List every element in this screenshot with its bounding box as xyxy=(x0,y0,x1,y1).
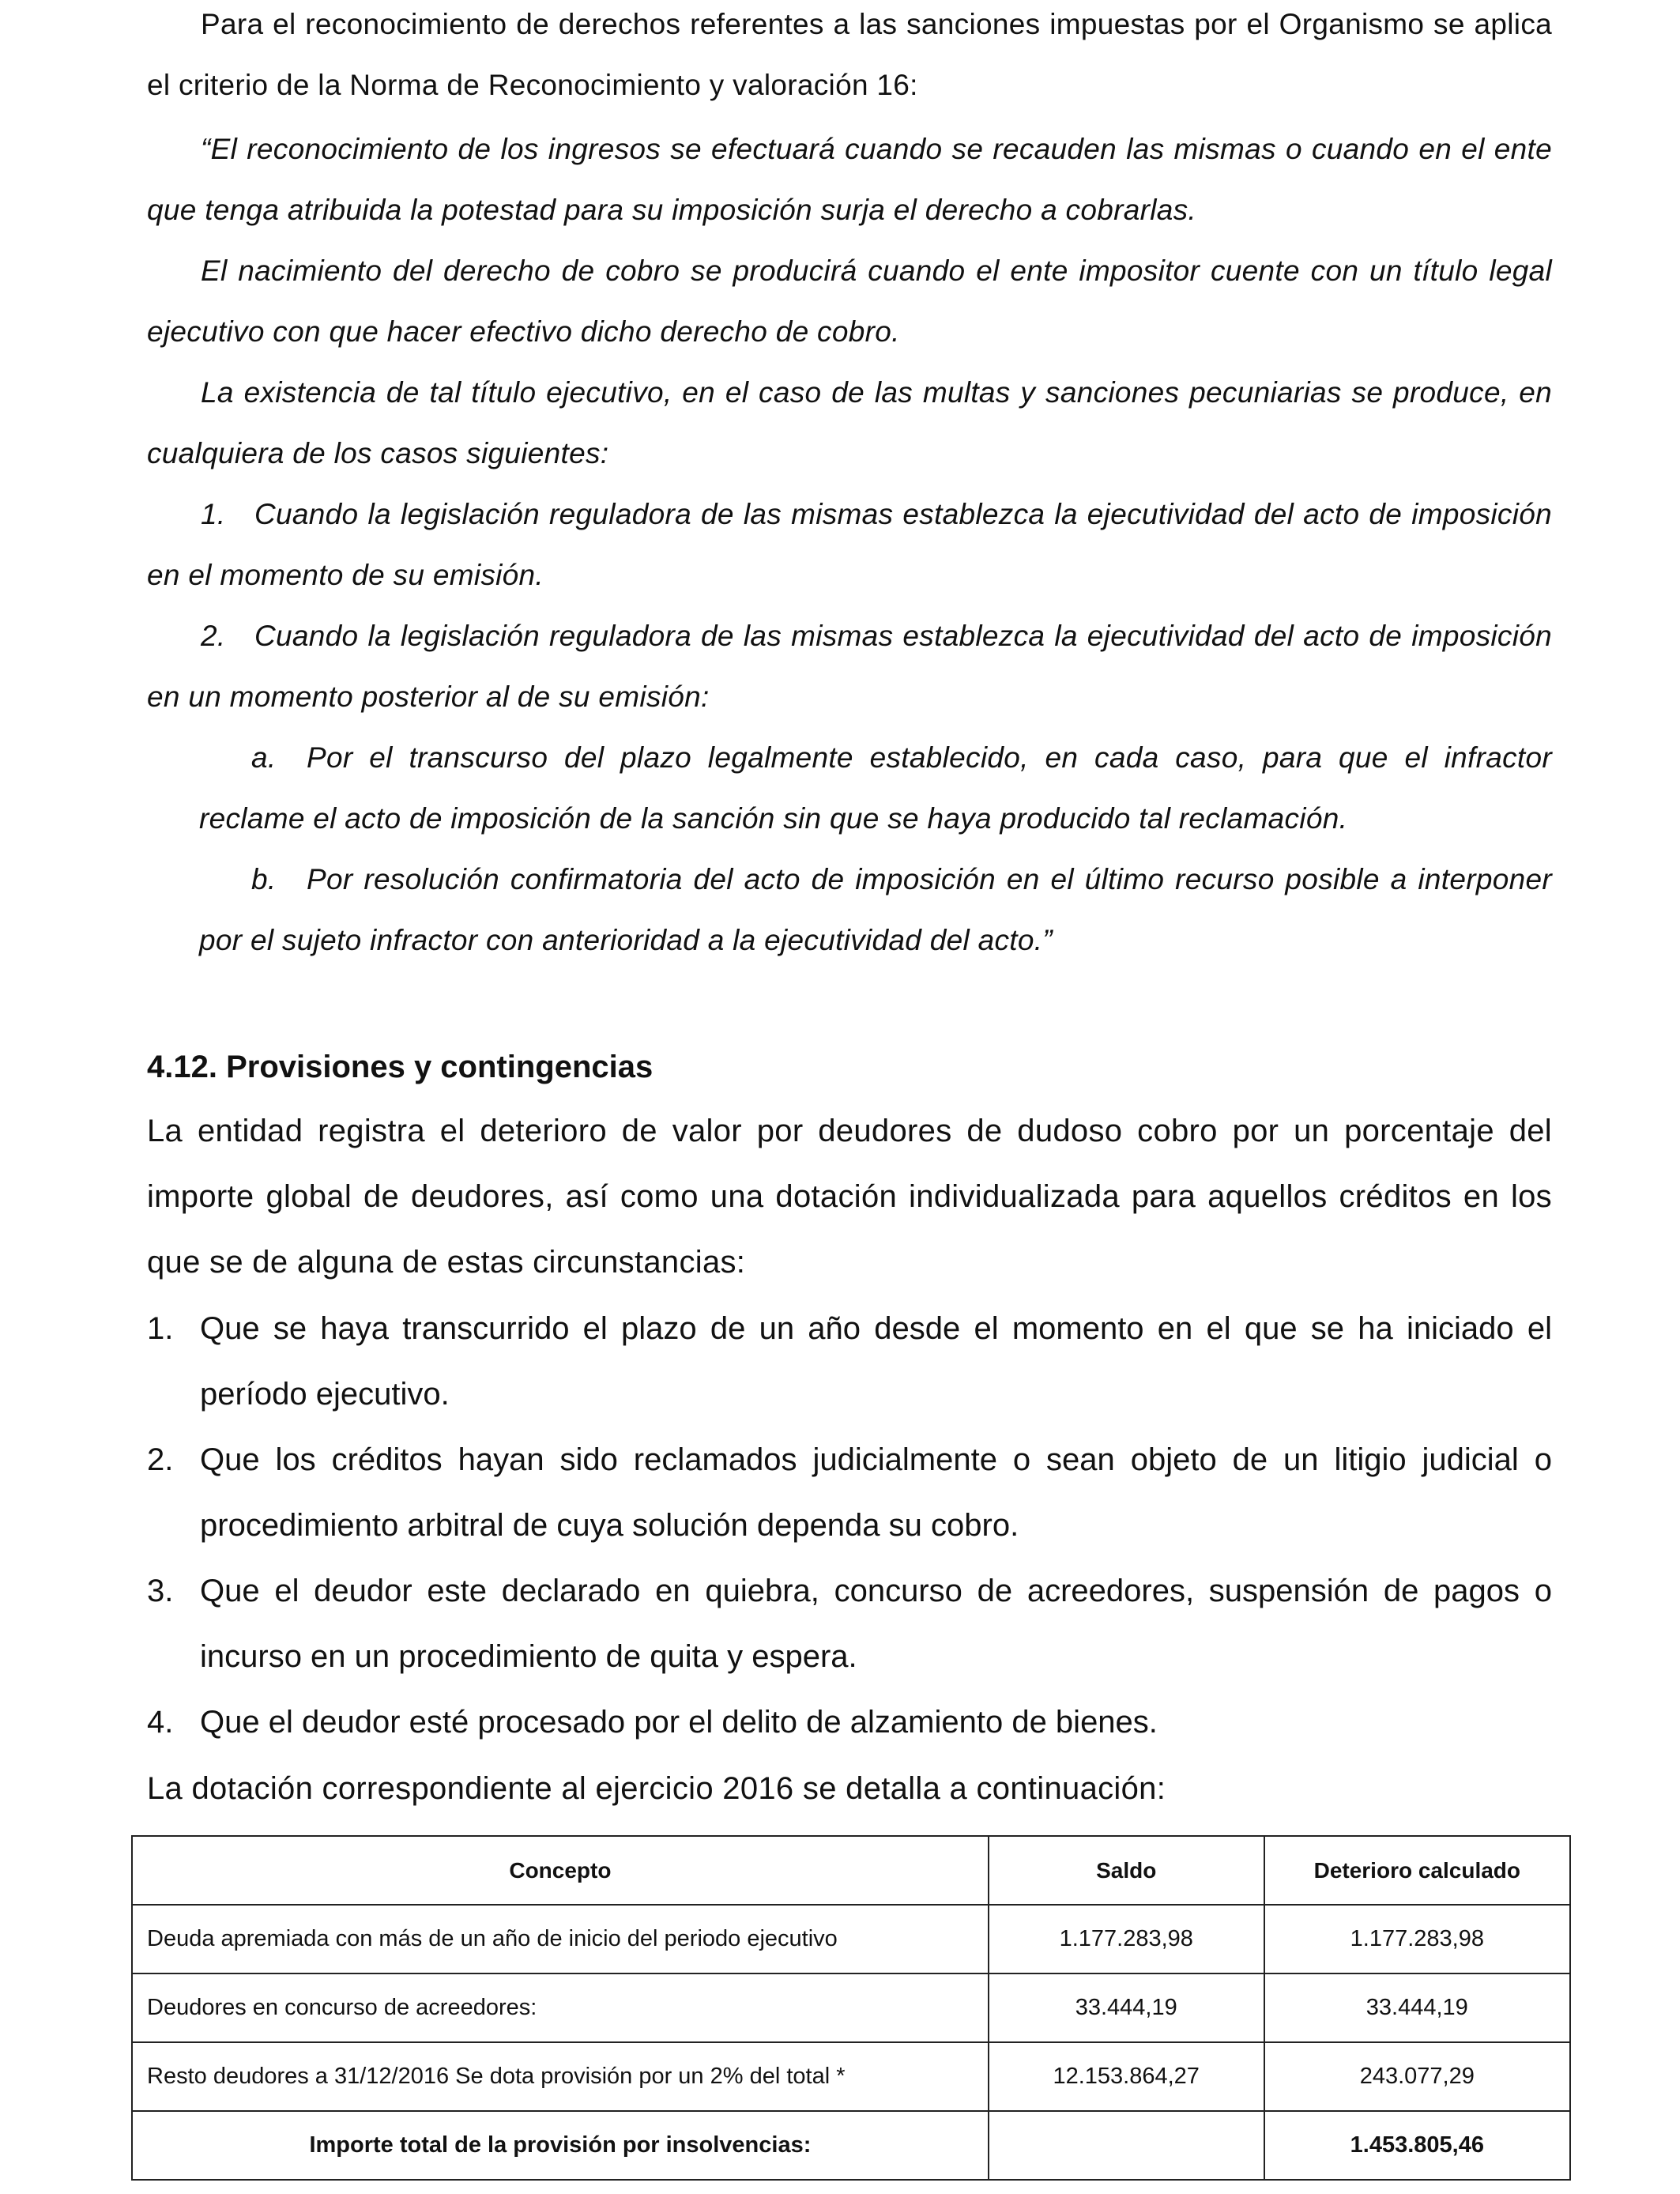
table-row xyxy=(132,1973,1570,2042)
quote-paragraph-3: La existencia de tal título ejecutivo, en el caso de las multas y sanciones pecuniarias se produce, en cualquiera de los casos siguientes: xyxy=(147,376,1552,469)
sub-case-b xyxy=(199,849,1552,971)
case-2-text: Cuando la legislación reguladora de las mismas establezca la ejecutividad del acto de imposición en un momento posterior al de su emisión: xyxy=(147,620,1552,713)
case-1-number: 1. xyxy=(201,498,226,530)
table-cell-concepto: Deudores en concurso de acreedores: xyxy=(132,1973,989,2042)
table-row xyxy=(132,2042,1570,2111)
list-item-number: 4. xyxy=(147,1705,174,1740)
list-item-number: 1. xyxy=(147,1311,174,1346)
quote-paragraph-2: El nacimiento del derecho de cobro se producirá cuando el ente impositor cuente con un título legal ejecutivo con que hacer efectivo dicho derecho de cobro. xyxy=(147,254,1552,348)
total-label: Importe total de la provisión por insolvencias: xyxy=(132,2111,989,2180)
case-1 xyxy=(147,484,1552,605)
column-header-deterioro: Deterioro calculado xyxy=(1264,1836,1570,1905)
list-item-text: Que se haya transcurrido el plazo de un año desde el momento en el que se ha iniciado el período ejecutivo. xyxy=(200,1311,1552,1412)
list-item xyxy=(147,1690,1552,1755)
provision-table xyxy=(131,1835,1571,2181)
sub-case-a-letter: a. xyxy=(251,741,277,774)
sub-case-b-letter: b. xyxy=(251,863,277,895)
total-saldo xyxy=(989,2111,1264,2180)
sub-case-a xyxy=(199,727,1552,849)
list-item-text: Que el deudor esté procesado por el delito de alzamiento de bienes. xyxy=(200,1705,1158,1740)
section-heading: 4.12. Provisiones y contingencias xyxy=(147,1050,654,1084)
case-2 xyxy=(147,605,1552,727)
list-item-number: 2. xyxy=(147,1442,174,1477)
table-header-row xyxy=(132,1836,1570,1905)
column-header-concepto: Concepto xyxy=(132,1836,989,1905)
section-paragraph: La entidad registra el deterioro de valor por deudores de dudoso cobro por un porcentaje del importe global de deudores, así como una dotación individualizada para aquellos créditos en los que se de alguna de estas circunstancias: xyxy=(147,1114,1552,1280)
case-2-number: 2. xyxy=(201,620,226,652)
sub-case-b-text: Por resolución confirmatoria del acto de imposición en el último recurso posible a interponer por el sujeto infractor con anterioridad a la ejecutividad del acto.” xyxy=(199,863,1552,956)
intro-paragraph: Para el reconocimiento de derechos referentes a las sanciones impuestas por el Organismo se aplica el criterio de la Norma de Reconocimiento y valoración 16: xyxy=(147,8,1552,101)
table-cell-deterioro: 33.444,19 xyxy=(1264,1973,1570,2042)
table-cell-deterioro: 1.177.283,98 xyxy=(1264,1905,1570,1973)
total-deterioro: 1.453.805,46 xyxy=(1264,2111,1570,2180)
sub-case-a-text: Por el transcurso del plazo legalmente establecido, en cada caso, para que el infractor reclame el acto de imposición de la sanción sin que se haya producido tal reclamación. xyxy=(199,741,1552,835)
table-cell-saldo: 33.444,19 xyxy=(989,1973,1264,2042)
list-item xyxy=(147,1559,1552,1690)
table-cell-saldo: 1.177.283,98 xyxy=(989,1905,1264,1973)
table-cell-saldo: 12.153.864,27 xyxy=(989,2042,1264,2111)
column-header-saldo: Saldo xyxy=(989,1836,1264,1905)
list-item-number: 3. xyxy=(147,1574,174,1608)
table-row xyxy=(132,1905,1570,1973)
table-cell-deterioro: 243.077,29 xyxy=(1264,2042,1570,2111)
table-cell-concepto: Deuda apremiada con más de un año de inicio del periodo ejecutivo xyxy=(132,1905,989,1973)
case-1-text: Cuando la legislación reguladora de las mismas establezca la ejecutividad del acto de imposición en el momento de su emisión. xyxy=(147,498,1552,591)
table-intro: La dotación correspondiente al ejercicio 2016 se detalla a continuación: xyxy=(147,1771,1166,1806)
quote-paragraph-1: “El reconocimiento de los ingresos se efectuará cuando se recauden las mismas o cuando en el ente que tenga atribuida la potestad para su imposición surja el derecho a cobrarlas. xyxy=(147,133,1552,226)
table-cell-concepto: Resto deudores a 31/12/2016 Se dota provisión por un 2% del total * xyxy=(132,2042,989,2111)
list-item-text: Que el deudor este declarado en quiebra, concurso de acreedores, suspensión de pagos o incurso en un procedimiento de quita y espera. xyxy=(200,1574,1552,1674)
list-item xyxy=(147,1427,1552,1559)
list-item xyxy=(147,1296,1552,1427)
table-total-row xyxy=(132,2111,1570,2180)
list-item-text: Que los créditos hayan sido reclamados judicialmente o sean objeto de un litigio judicial o procedimiento arbitral de cuya solución dependa su cobro. xyxy=(200,1442,1552,1543)
